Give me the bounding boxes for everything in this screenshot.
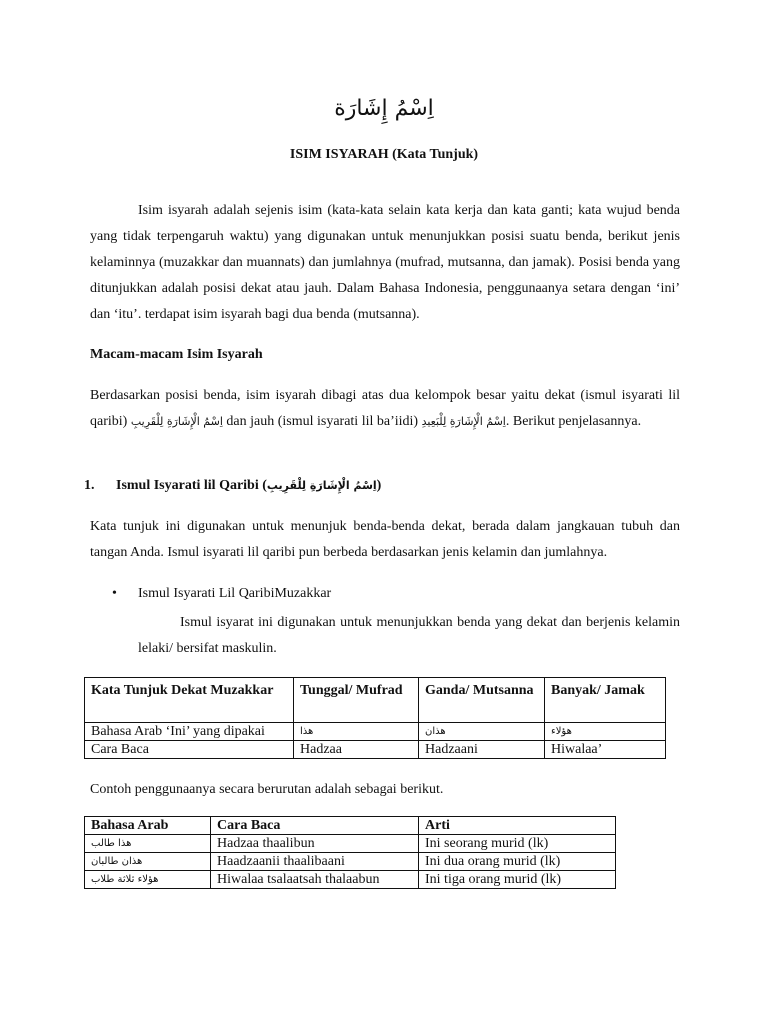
bullet-label: Ismul Isyarati Lil QaribiMuzakkar [138, 586, 332, 601]
table-cell: Ini seorang murid (lk) [419, 835, 616, 853]
example-intro: Contoh penggunaanya secara berurutan adalah sebagai berikut. [90, 782, 444, 797]
bullet-para-text: Ismul isyarat ini digunakan untuk menunjukkan benda yang dekat dan berjenis kelamin lelaki/ bersifat maskulin. [138, 615, 680, 656]
table-row [85, 853, 616, 871]
arabic-title: اِسْمُ إِشَارَة [334, 96, 434, 121]
table-header-cell: Ganda/ Mutsanna [419, 678, 545, 723]
table-row [85, 741, 666, 759]
heading-close: ) [376, 478, 382, 493]
table-header-cell: Bahasa Arab [85, 817, 211, 835]
table-cell: هذا طالب [85, 835, 211, 853]
section-text-1: Berdasarkan posisi benda, isim isyarah dibagi atas dua kelompok besar yaitu dekat (ismul isyarati lil qaribi) [90, 388, 680, 429]
arabic-baiidi-term: اِسْمُ الْإِشَارَةِ لِلْبَعِيدِ [421, 415, 506, 428]
example-table [84, 816, 616, 889]
table-cell: Ini dua orang murid (lk) [419, 853, 616, 871]
bullet-item [112, 586, 331, 602]
table-cell: هؤلاء ثلاثة طلاب [85, 871, 211, 889]
table-cell: Bahasa Arab ‘Ini’ yang dipakai [85, 723, 294, 741]
qaribi-paragraph: Kata tunjuk ini digunakan untuk menunjuk benda-benda dekat, berada dalam jangkauan tubuh dan tangan Anda. Ismul isyarati lil qaribi pun berbeda berdasarkan jenis kelamin dan jumlahnya. [90, 519, 680, 560]
section-paragraph [90, 383, 680, 435]
table-header-row [85, 678, 666, 723]
arabic-qaribi-term: اِسْمُ الْإِشَارَةِ لِلْقَرِيبِ [130, 415, 223, 428]
table-row [85, 723, 666, 741]
table-cell: هذان [419, 723, 545, 741]
table-cell: هذان طالبان [85, 853, 211, 871]
table-cell: هؤلاء [545, 723, 666, 741]
table-header-cell: Arti [419, 817, 616, 835]
table-cell: هذا [294, 723, 419, 741]
table-row [85, 835, 616, 853]
table-cell: Cara Baca [85, 741, 294, 759]
heading-text: Ismul Isyarati lil Qaribi ( [116, 478, 267, 493]
section-heading: Macam-macam Isim Isyarah [90, 347, 263, 362]
section-text-2: dan jauh (ismul isyarati lil ba’iidi) [226, 414, 419, 429]
table-header-cell: Tunggal/ Mufrad [294, 678, 419, 723]
numbered-heading [84, 478, 381, 494]
table-cell: Ini tiga orang murid (lk) [419, 871, 616, 889]
table-header-cell: Cara Baca [211, 817, 419, 835]
table-row [85, 871, 616, 889]
table-cell: Hiwalaa’ [545, 741, 666, 759]
table-header-cell: Kata Tunjuk Dekat Muzakkar [85, 678, 294, 723]
bullet-icon: • [112, 586, 117, 601]
heading-number: 1. [84, 478, 95, 493]
table-header-cell: Banyak/ Jamak [545, 678, 666, 723]
intro-text: Isim isyarah adalah sejenis isim (kata-kata selain kata kerja dan kata ganti; kata wujud benda yang tidak terpengaruh waktu) yang digunakan untuk menunjukkan posisi suatu benda, berikut jenis kelaminnya (muzakkar dan muannats) dan jumlahnya (mufrad, mutsanna, dan jamak). Posisi benda yang ditunjukkan adalah posisi dekat atau jauh. Dalam Bahasa Indonesia, penggunaanya setara dengan ‘ini’ dan ‘itu’. terdapat isim isyarah bagi dua benda (mutsanna). [90, 203, 680, 322]
section-text-3: . Berikut penjelasannya. [505, 414, 642, 429]
table-cell: Hadzaa [294, 741, 419, 759]
demonstrative-table [84, 677, 666, 759]
table-cell: Hiwalaa tsalaatsah thalaabun [211, 871, 419, 889]
table-cell: Haadzaanii thaalibaani [211, 853, 419, 871]
intro-paragraph [90, 198, 680, 328]
table-cell: Hadzaani [419, 741, 545, 759]
table-cell: Hadzaa thaalibun [211, 835, 419, 853]
heading-arabic: اِسْمُ الْإِشَارَةِ لِلْقَرِيبِ [266, 479, 377, 492]
page-title: ISIM ISYARAH (Kata Tunjuk) [289, 147, 479, 162]
table-header-row [85, 817, 616, 835]
bullet-paragraph [138, 610, 680, 662]
